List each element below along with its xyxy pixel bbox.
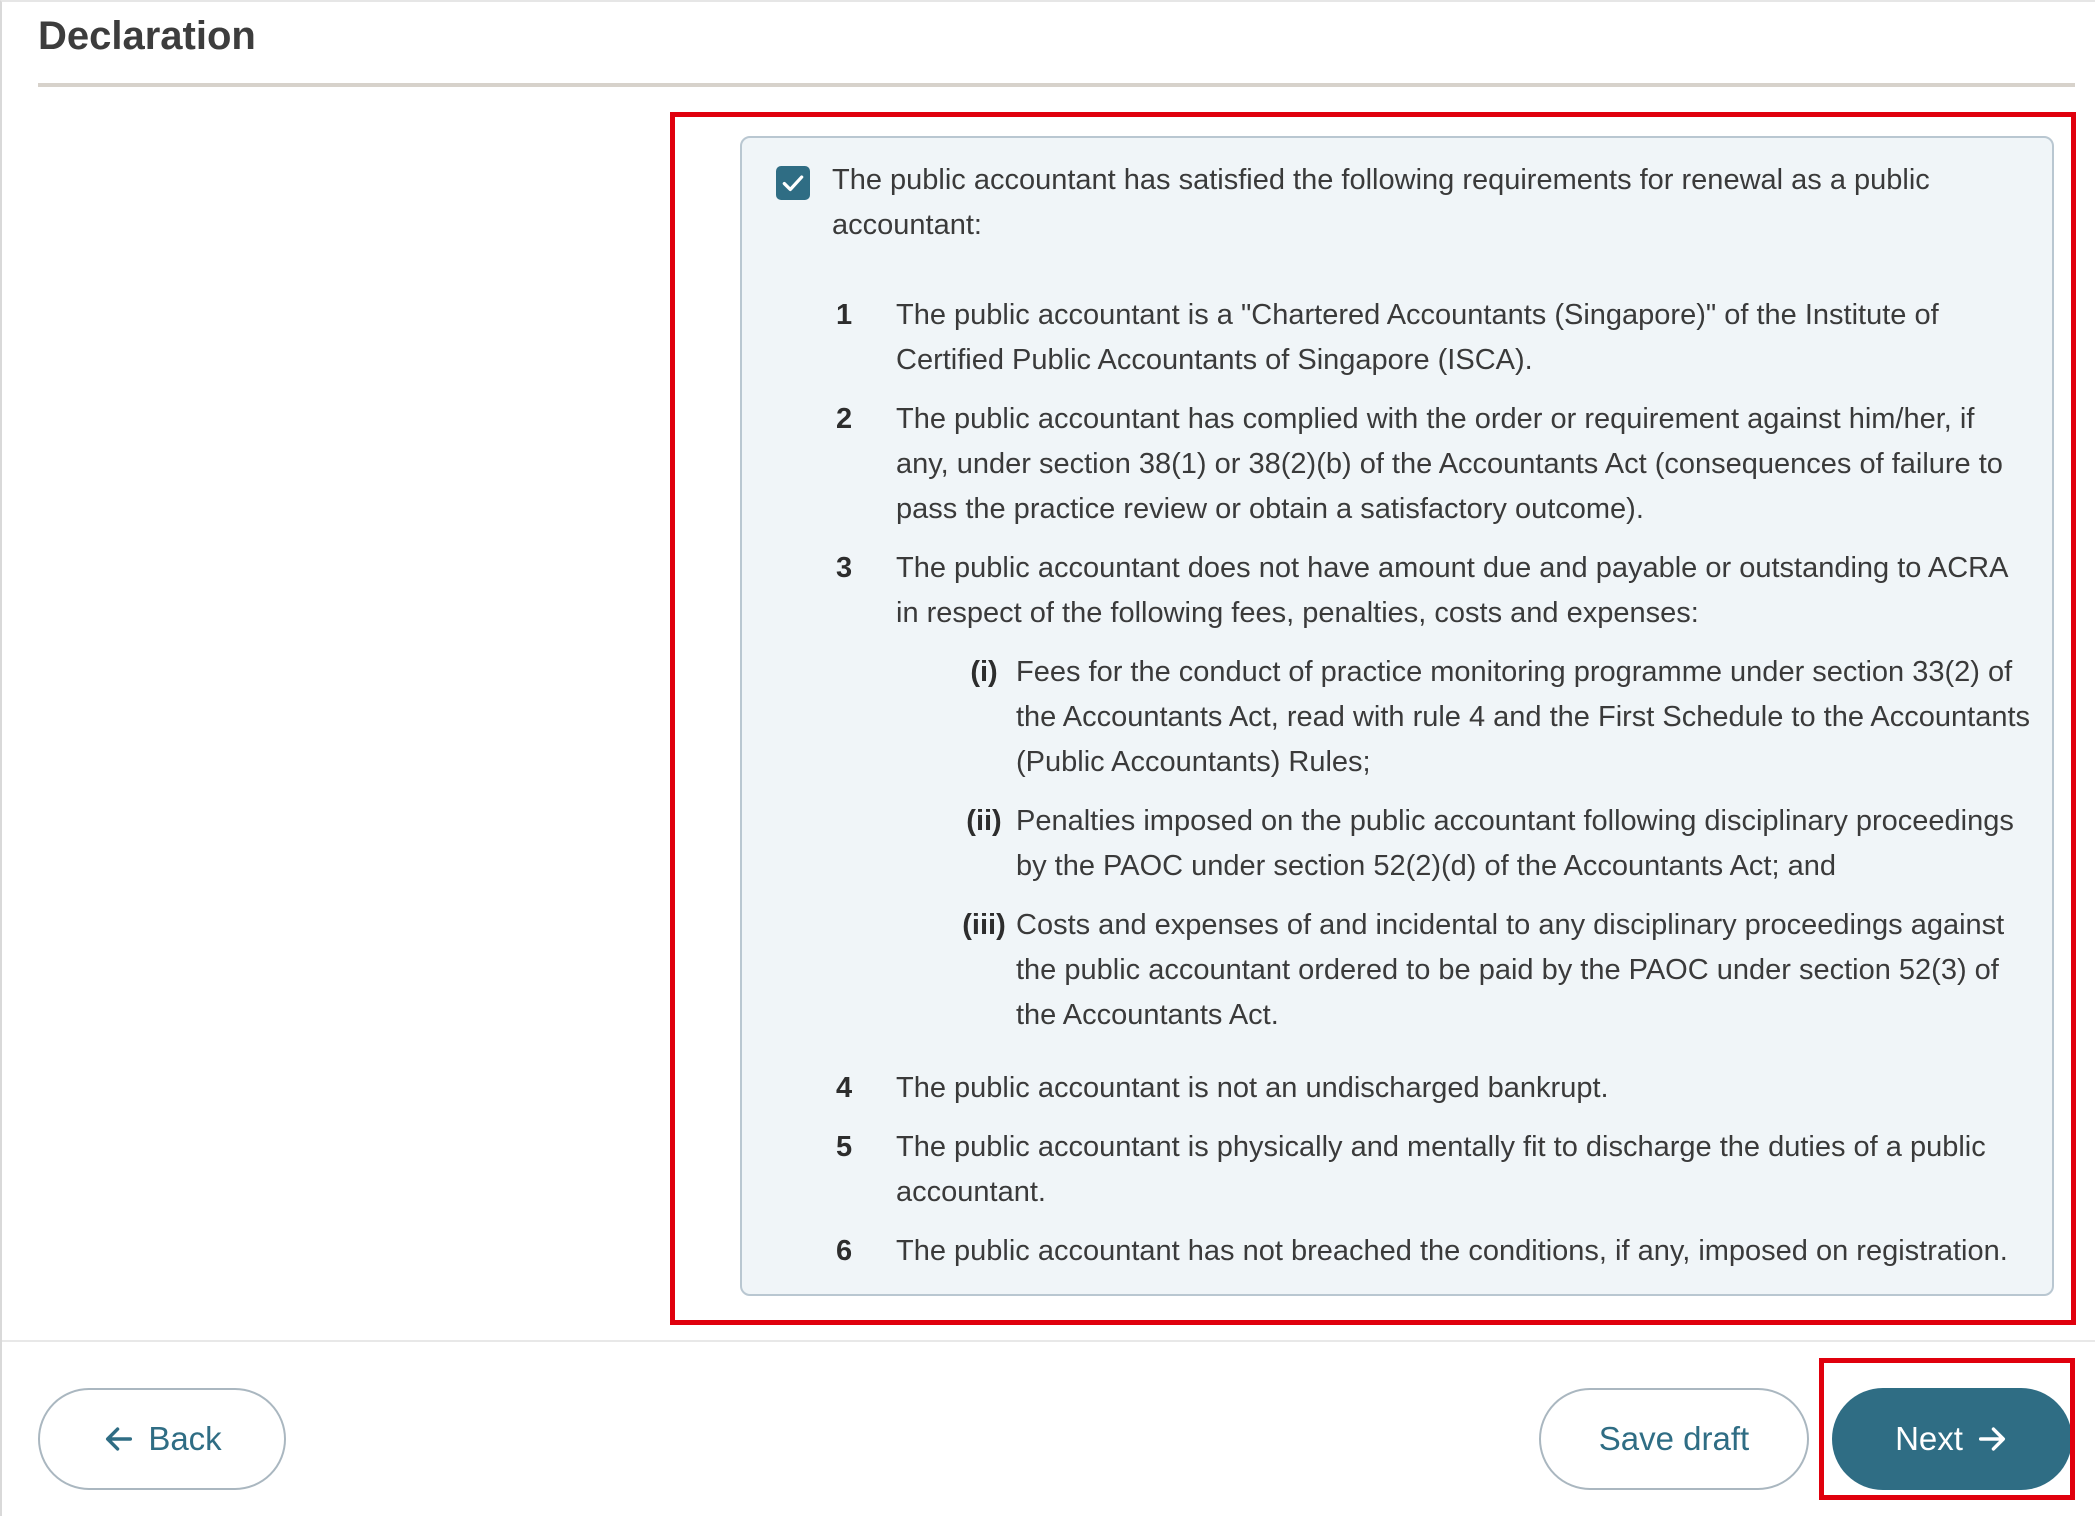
arrow-left-icon <box>102 1422 136 1456</box>
list-item <box>832 1066 2032 1111</box>
page-title: Declaration <box>38 14 256 58</box>
list-item <box>832 397 2032 532</box>
declaration-intro: The public accountant has satisfied the following requirements for renewal as a public accountant: <box>832 164 1930 241</box>
next-button[interactable] <box>1832 1388 2072 1490</box>
save-draft-button[interactable] <box>1539 1388 1809 1490</box>
save-draft-button-label: Save draft <box>1598 1420 1750 1457</box>
item-number: 4 <box>836 1072 853 1104</box>
item-number: 3 <box>836 552 853 584</box>
arrow-right-icon <box>1975 1422 2009 1456</box>
item-number: 2 <box>836 403 853 435</box>
sub-item-number: (i) <box>970 656 998 688</box>
item-text: The public accountant is not an undischarged bankrupt. <box>896 1072 1609 1104</box>
item-text: The public accountant does not have amount due and payable or outstanding to ACRA in respect of the following fees, penalties, costs and expenses: <box>896 552 2007 629</box>
sub-list-item <box>952 650 2032 785</box>
next-button-label: Next <box>1895 1420 1963 1457</box>
checkmark-icon <box>780 170 806 196</box>
declaration-card <box>740 136 2054 1296</box>
list-item <box>832 293 2032 383</box>
item-number: 5 <box>836 1131 853 1163</box>
item-text: The public accountant has complied with the order or requirement against him/her, if any, under section 38(1) or 38(2)(b) of the Accountants Act (consequences of failure to pass the practice review or obtain a satisfactory outcome). <box>896 403 2003 525</box>
list-item <box>832 1125 2032 1215</box>
sub-requirements-list <box>896 650 2032 1038</box>
back-button[interactable] <box>38 1388 286 1490</box>
item-text: The public accountant is physically and mentally fit to discharge the duties of a public accountant. <box>896 1131 1986 1208</box>
title-divider <box>38 83 2075 87</box>
sub-item-text: Penalties imposed on the public accountant following disciplinary proceedings by the PAOC under section 52(2)(d) of the Accountants Act; and <box>1016 805 2014 882</box>
sub-list-item <box>952 903 2032 1038</box>
sub-item-number: (iii) <box>962 909 1006 941</box>
sub-list-item <box>952 799 2032 889</box>
sub-item-text: Costs and expenses of and incidental to any disciplinary proceedings against the public accountant ordered to be paid by the PAOC under section 52(3) of the Accountants Act. <box>1016 909 2005 1031</box>
item-number: 1 <box>836 299 853 331</box>
item-text: The public accountant has not breached the conditions, if any, imposed on registration. <box>896 1235 2008 1267</box>
declaration-checkbox[interactable] <box>776 166 810 200</box>
list-item <box>832 1229 2032 1274</box>
requirements-list <box>832 293 2032 1288</box>
item-number: 6 <box>836 1235 853 1267</box>
back-button-label: Back <box>148 1420 222 1457</box>
list-item <box>832 546 2032 1052</box>
sub-item-number: (ii) <box>966 805 1002 837</box>
footer-divider <box>2 1340 2095 1342</box>
item-body <box>896 546 2032 1052</box>
sub-item-text: Fees for the conduct of practice monitoring programme under section 33(2) of the Accountants Act, read with rule 4 and the First Schedule to the Accountants (Public Accountants) Rules; <box>1016 656 2031 778</box>
item-text: The public accountant is a "Chartered Accountants (Singapore)" of the Institute of Certified Public Accountants of Singapore (ISCA). <box>896 299 1939 376</box>
